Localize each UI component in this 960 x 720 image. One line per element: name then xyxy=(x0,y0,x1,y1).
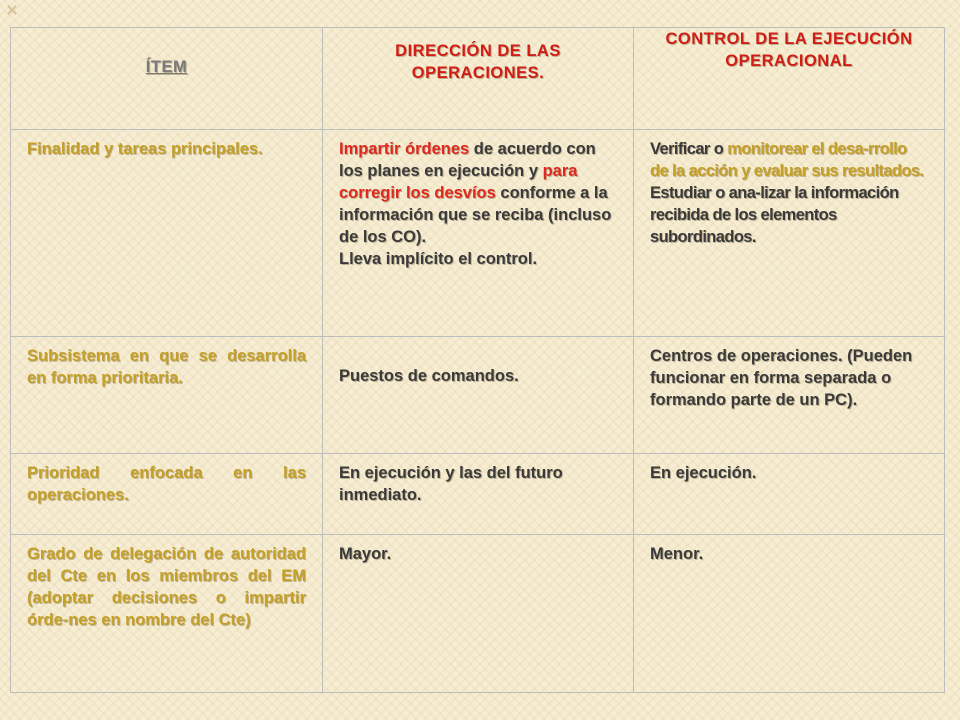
row2-control: Centros de operaciones. (Pueden funcionar en forma separada o formando parte de un PC). xyxy=(634,337,945,454)
table-row xyxy=(11,337,945,454)
row4-control: Menor. xyxy=(634,535,945,693)
row1-item: Finalidad y tareas principales. xyxy=(11,130,323,337)
row4-direccion: Mayor. xyxy=(323,535,634,693)
row3-direccion: En ejecución y las del futuro inmediato. xyxy=(323,454,634,535)
table-row xyxy=(11,130,945,337)
row1-direccion-part2: de acuerdo con los planes en ejecución y xyxy=(339,140,596,180)
row3-control: En ejecución. xyxy=(634,454,945,535)
row4-item-part2: delegación de autoridad del Cte en los miembros del EM xyxy=(27,545,306,585)
row1-direccion-part1: Impartir órdenes xyxy=(339,140,470,158)
table-row xyxy=(11,454,945,535)
row1-direccion-part5: Lleva implícito el control. xyxy=(339,250,538,268)
row1-control xyxy=(634,130,945,337)
table-header-row xyxy=(11,28,945,130)
row3-item: Prioridad enfocada en las operaciones. xyxy=(11,454,323,535)
row2-direccion: Puestos de comandos. xyxy=(323,337,634,454)
header-control: CONTROL DE LA EJECUCIÓN OPERACIONAL xyxy=(634,28,945,130)
row1-control-part2: o xyxy=(709,140,728,158)
row1-direccion-part4: conforme a la información que se reciba (incluso de los CO). xyxy=(339,184,612,246)
comparison-table xyxy=(10,27,945,693)
header-item: ÍTEM xyxy=(11,28,323,130)
row4-item xyxy=(11,535,323,693)
header-direccion: DIRECCIÓN DE LAS OPERACIONES. xyxy=(323,28,634,130)
row1-control-part4: Estudiar o ana-lizar la información recibida de los elementos subordinados. xyxy=(650,184,899,246)
row2-item: Subsistema en que se desarrolla en forma prioritaria. xyxy=(11,337,323,454)
row1-control-part3: monitorear el desa-rrollo de la acción y evaluar sus resultados. xyxy=(650,140,924,180)
row1-direccion-part3: para corregir los desvíos xyxy=(339,162,578,202)
decorative-x-icon xyxy=(6,4,18,16)
row4-item-part3: (adoptar decisiones o impartir órde-nes en nombre del Cte) xyxy=(27,589,306,629)
row1-direccion xyxy=(323,130,634,337)
table-row xyxy=(11,535,945,693)
row1-control-part1: Verificar xyxy=(650,140,710,158)
row4-item-part1: Grado de xyxy=(27,545,111,563)
